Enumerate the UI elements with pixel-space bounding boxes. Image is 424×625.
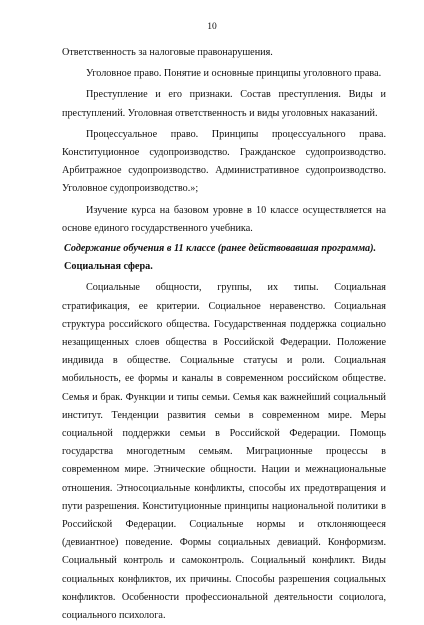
page-number: 10 [207,22,217,32]
section-heading-social-sphere: Социальная сфера. [64,261,153,273]
paragraph-crime: Преступление и его признаки. Состав преступления. Виды и преступлений. Уголовная ответственность и виды уголовных наказаний. [62,89,386,119]
paragraph-base-level: Изучение курса на базовом уровне в 10 классе осуществляется на основе единого государственного учебника. [62,204,386,234]
paragraph-tax-offenses: Ответственность за налоговые правонарушения. [62,47,273,58]
paragraph-procedural-law: Процессуальное право. Принципы процессуального права. Конституционное судопроизводство. Гражданское судопроизводство. Арбитражное судопроизводство. Административное судопроизводство. Уголовное судопроизводство.»; [62,128,386,195]
paragraph-criminal-law: Уголовное право. Понятие и основные принципы уголовного права. [86,68,382,80]
paragraph-social-communities: Социальные общности, группы, их типы. Социальная стратификация, ее критерии. Социальное неравенство. Социальная структура российского общества. Государственная поддержка социально незащищенных слоев общества в Российской Федерации. Положение индивида в обществе. Социальные статусы и роли. Социальная мобильность, ее формы и каналы в современном российском обществе. Семья и брак. Функции и типы семьи. Семья как важнейший социальный институт. Тенденции развития семьи в современном мире. Меры социальной поддержки семьи в Российской Федерации. Помощь государства многодетным семьям. Миграционные процессы в современном мире. Этнические общности. Нации и межнациональные отношения. Этносоциальные конфликты, способы их предотвращения и пути разрешения. Конституционные принципы национальной политики в Российской Федерации. Социальные нормы и отклоняющееся (девиантное) поведение. Формы социальных девиаций. Конформизм. Социальный контроль и самоконтроль. Социальный конфликт. Виды социальных конфликтов, их причины. Способы разрешения социальных конфликтов. Особенности профессиональной деятельности социолога, социального психолога. [62,282,386,622]
page-body [62,44,386,625]
section-heading-grade-11: Содержание обучения в 11 классе (ранее действовавшая программа). [64,243,377,255]
